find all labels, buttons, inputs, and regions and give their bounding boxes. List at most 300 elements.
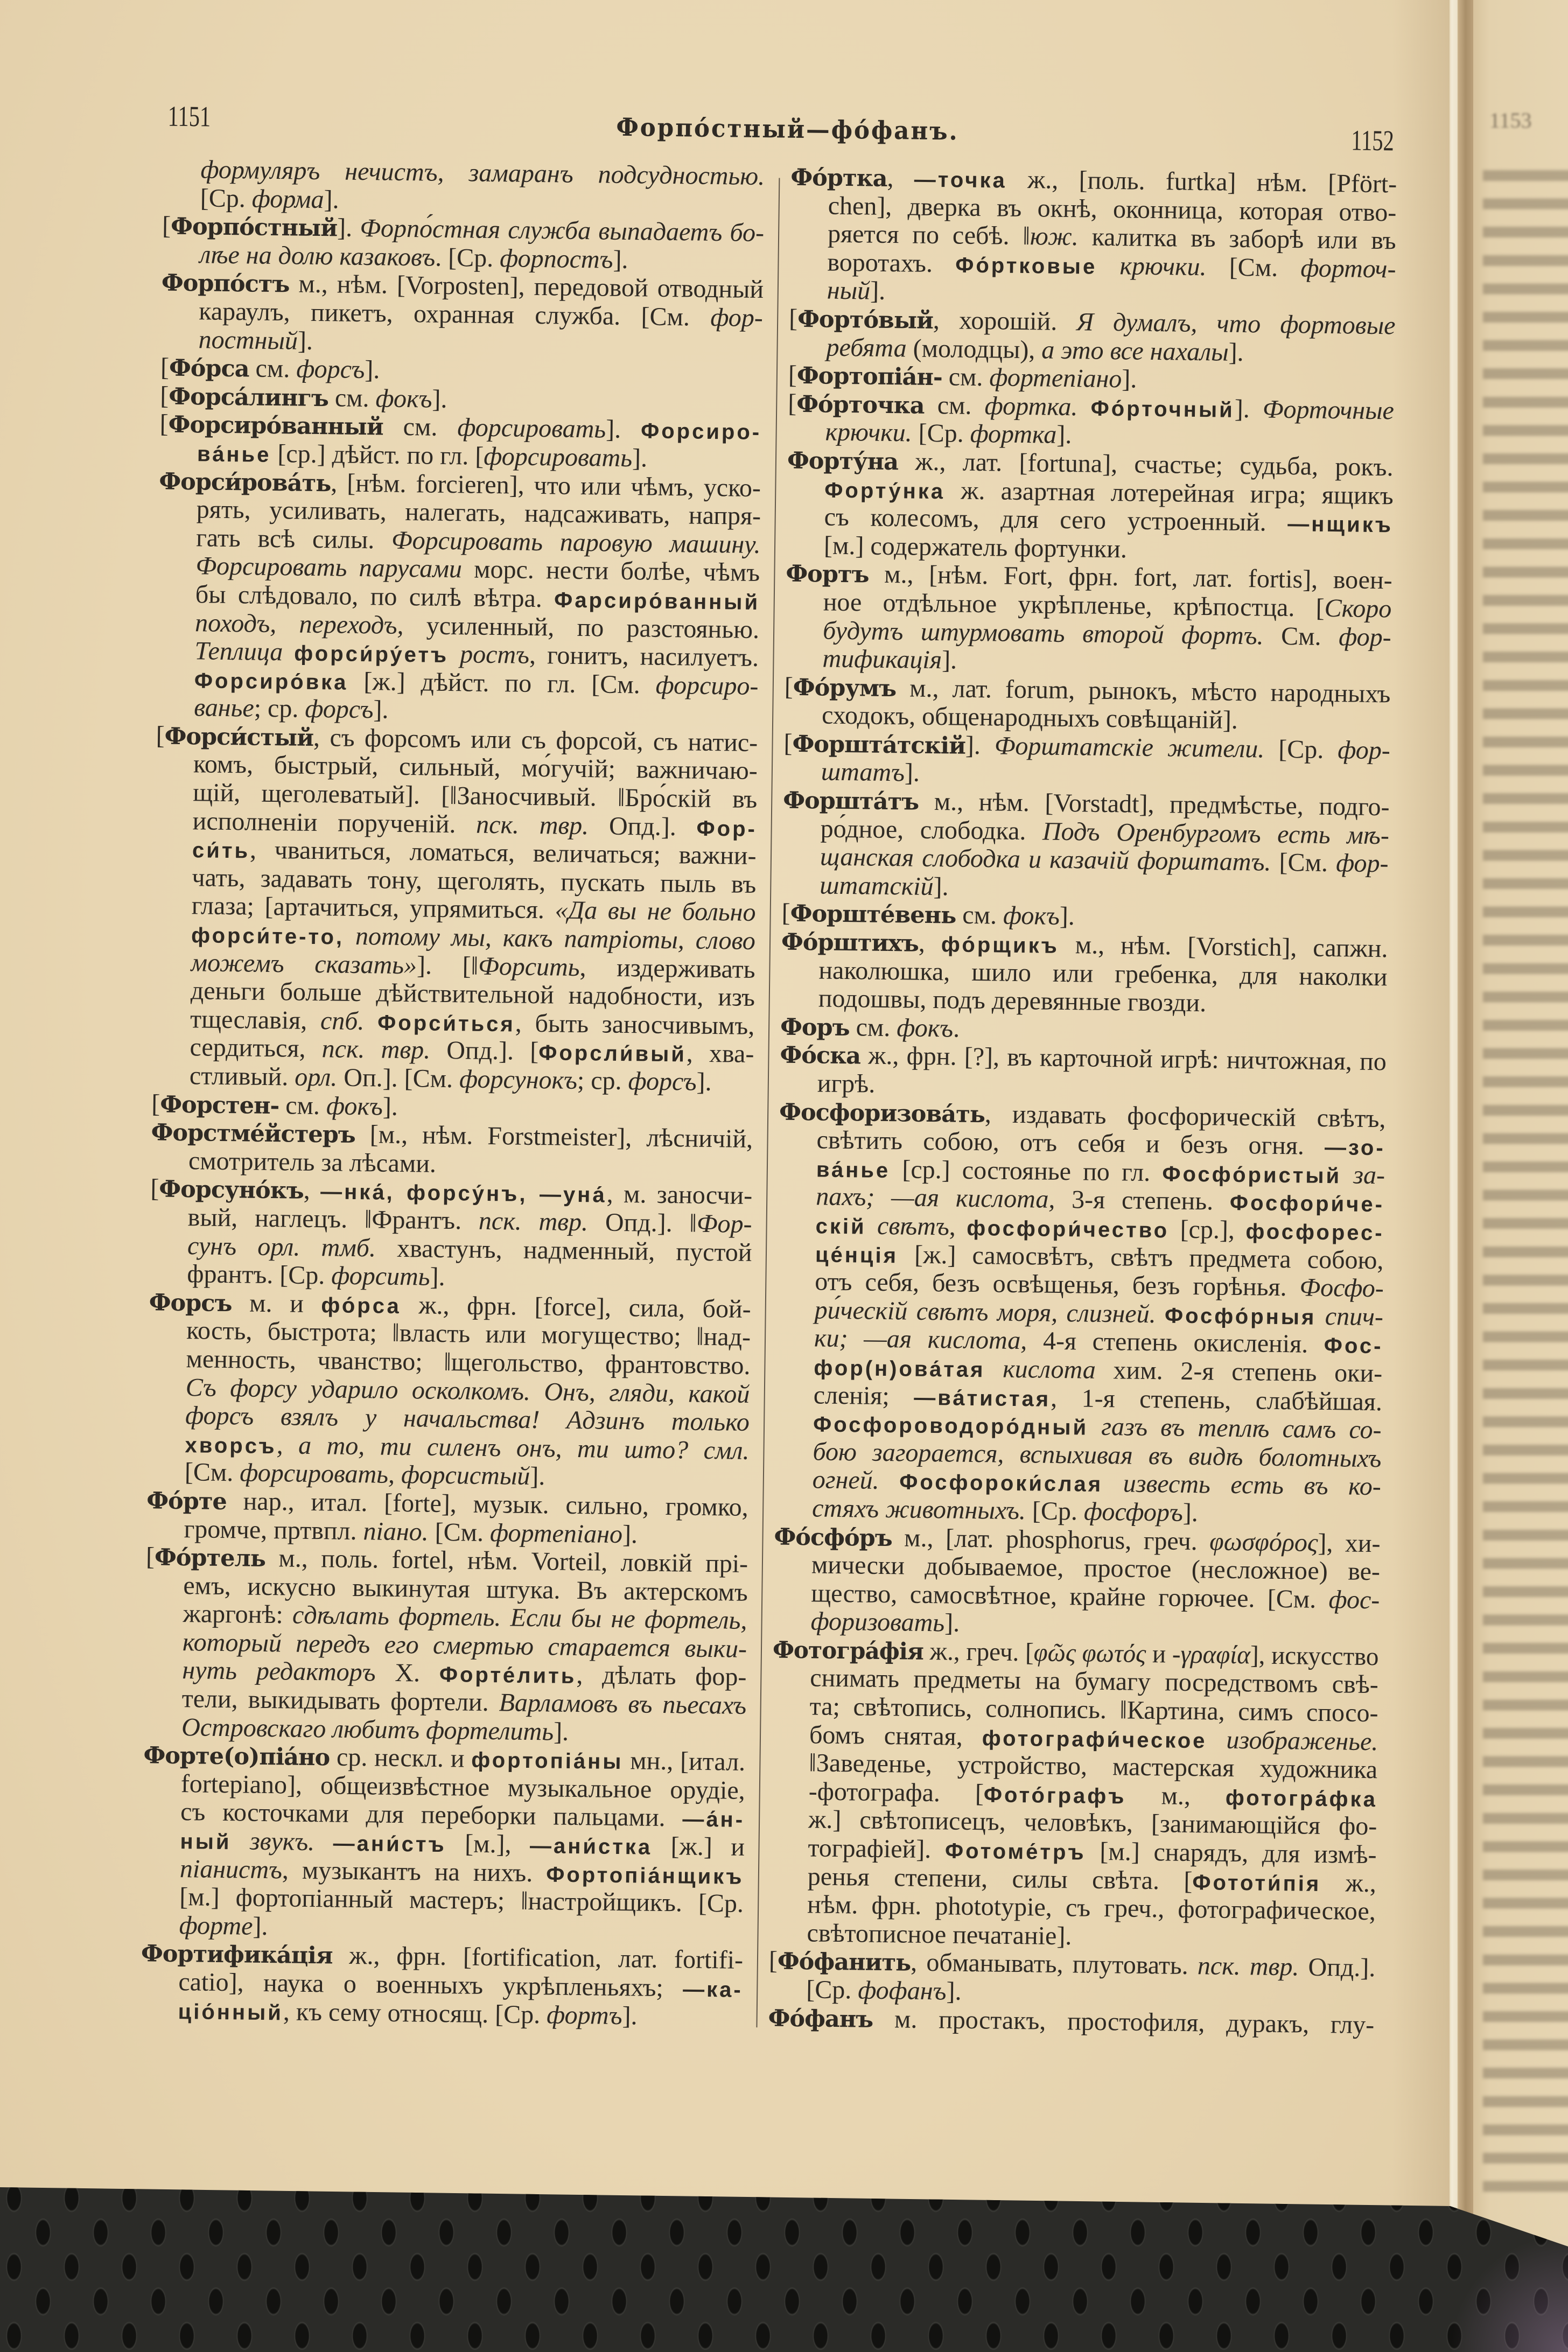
italic-text: форсировать — [457, 413, 606, 444]
body-text: fortepiano], общеизвѣстное музыкальное орудіе, — [180, 1769, 746, 1805]
body-text: сердиться, — [190, 1033, 323, 1063]
column-number-right: 1152 — [1350, 124, 1395, 157]
italic-text: Форпо́стная служба выпадаетъ бо- — [360, 214, 765, 248]
body-text: нар., итал. [forte], музык. сильно, громко, — [226, 1487, 749, 1522]
italic-text: фор- — [1338, 622, 1391, 652]
body-text: , — [303, 1176, 321, 1205]
body-text: громче, пртвпл. — [184, 1514, 363, 1545]
derived-form: фо́рщикъ — [941, 933, 1060, 958]
headword: Фо́фанить — [777, 1948, 911, 1977]
derived-form: ва́нье — [197, 442, 271, 467]
derived-form: фосфорес- — [1245, 1220, 1384, 1245]
derived-form: ный — [180, 1830, 232, 1854]
italic-text: ки; —ая кислота, — [814, 1324, 1027, 1355]
italic-text: лѣе на долю казаковъ — [199, 240, 436, 272]
italic-text: Форсировать парусами — [195, 551, 463, 584]
body-text: глаза; [артачиться, упрямиться. — [191, 891, 555, 925]
italic-text: форпостъ — [499, 243, 613, 274]
dictionary-entry — [769, 1635, 1379, 1954]
body-text: ], искусство — [1250, 1641, 1379, 1671]
left-column — [140, 155, 765, 2032]
body-text: , чваниться, ломаться, величаться; важни- — [249, 835, 757, 871]
derived-form: Фототи́пія — [1192, 1870, 1321, 1896]
body-text: ]. — [297, 326, 313, 355]
body-text: тографіей]. — [808, 1833, 946, 1864]
body-text — [1077, 393, 1091, 421]
italic-text: фокъ — [326, 1091, 383, 1121]
body-text: ‖Заведенье, устройство, мастерская художника — [809, 1748, 1378, 1784]
italic-text: бою загорается, вспыхивая въ видѣ болотныхъ — [813, 1437, 1382, 1473]
headword: Фо́рте — [146, 1487, 227, 1516]
body-text: , — [949, 1212, 967, 1241]
derived-form: фотогра́фка — [1225, 1786, 1378, 1812]
dictionary-entry — [162, 212, 764, 276]
derived-form: форси́ру́етъ — [294, 641, 449, 668]
text-line — [827, 248, 1396, 283]
body-text: ж. азартная лотерейная игра; ящикъ — [944, 475, 1394, 510]
body-text: ]. — [904, 758, 920, 788]
derived-form: Форсли́вый — [538, 1041, 687, 1067]
body-text: см. — [279, 1090, 327, 1120]
body-text: кость, быстрота; ‖власть или могущество; ‖над- — [186, 1316, 751, 1352]
body-text: ж., фрн. [force], сила, бой- — [401, 1290, 752, 1324]
headword: Фортъ — [786, 560, 869, 589]
adjacent-page — [1473, 0, 1568, 2352]
body-text: ]. — [1182, 1498, 1199, 1528]
derived-form: Фортопіа́нщикъ — [545, 1863, 744, 1889]
body-text: (молодцы), — [906, 333, 1042, 364]
body-text: ]. — [622, 1520, 638, 1549]
derived-form: фортопіа́ны — [471, 1748, 624, 1774]
headword: Форси́стый — [164, 723, 314, 752]
derived-form: Фор- — [696, 816, 758, 841]
italic-text: фокъ — [897, 1013, 954, 1043]
italic-text: свѣтъ — [866, 1211, 950, 1241]
headword: Фо́румъ — [793, 674, 897, 702]
derived-form: Фосфороки́слая — [899, 1470, 1103, 1497]
body-text: ]. — [337, 213, 360, 243]
body-text: [Ср. — [806, 1975, 858, 2005]
italic-text: фокъ — [1003, 901, 1060, 931]
italic-text: огней. — [812, 1465, 880, 1495]
italic-text: походъ, переходъ, — [194, 608, 404, 640]
body-text: , м. заносчи- — [606, 1180, 753, 1210]
body-text: менность, чванство; ‖щегольство, франтовство. — [186, 1345, 751, 1380]
italic-text: Форточные — [1262, 395, 1395, 425]
body-text: [ — [781, 899, 791, 928]
derived-form: ціо́нный — [178, 1999, 284, 2025]
dictionary-entry — [774, 1097, 1386, 1530]
italic-text: Варламовъ въ пьесахъ — [499, 1688, 747, 1720]
dictionary-entry — [780, 928, 1388, 1020]
derived-form: Форси́ться — [377, 1011, 516, 1037]
body-text: ж., — [1320, 1868, 1377, 1898]
headword: Фо́фанъ — [768, 2005, 873, 2033]
derived-form: форси́те-то, — [191, 923, 345, 949]
italic-text: фосфоръ — [1083, 1497, 1184, 1527]
body-text: ]. — [324, 185, 339, 214]
body-text: калитка въ заборѣ или въ — [1078, 222, 1396, 255]
italic-text: Форсировать паровую машину. — [391, 526, 761, 559]
body-text: м., нѣм. [Vorposten], передовой отводный — [289, 269, 764, 304]
body-text: ]. — [373, 695, 389, 724]
body-text: 3-я степень. — [1055, 1185, 1230, 1216]
italic-text: фортепіано — [489, 1518, 623, 1549]
body-text: [Ср. — [200, 183, 253, 213]
body-text: тщеславія, — [190, 1005, 321, 1035]
italic-text: сдѣлать фортель. Если бы не фортель, — [292, 1600, 747, 1635]
derived-form: Фо́рточный — [1090, 396, 1235, 422]
italic-text: пск. твр. — [321, 1034, 431, 1065]
headword: Фосфоризова́ть — [779, 1098, 985, 1128]
derived-form: Фарсиро́ванный — [554, 588, 760, 614]
body-text: м., [лат. phosphorus, греч. — [892, 1523, 1210, 1556]
italic-text: пахъ; —ая кислота, — [815, 1182, 1055, 1214]
body-text: [м.] фортопіанный мастеръ; ‖настройщикъ. [Ср. — [179, 1882, 744, 1919]
headword: Фортопіа́н- — [796, 362, 943, 391]
body-text: ]. — [382, 1092, 398, 1121]
light-reflection — [1450, 2234, 1568, 2352]
derived-form: фотографи́ческое — [982, 1726, 1207, 1753]
italic-text: , а то, ти силенъ онъ, ти што? смл. — [276, 1430, 750, 1465]
body-text: Опд.]. — [588, 811, 697, 842]
headword: Форсиро́ванный — [168, 411, 384, 441]
body-text: ]. [‖ — [416, 950, 479, 981]
body-text: ]. — [933, 872, 949, 901]
headword: Фо́ска — [780, 1041, 861, 1070]
headword: Фо́рштихъ — [781, 928, 919, 957]
body-text: , быть заносчивымъ, — [515, 1009, 755, 1040]
body-text: [ж.] самосвѣтъ, свѣтъ предмета собою, — [898, 1240, 1384, 1275]
headword: Форстен- — [159, 1091, 279, 1119]
body-text: см. — [942, 362, 990, 392]
derived-form: Форте́лить — [439, 1663, 577, 1689]
italic-text: фор- — [710, 303, 764, 333]
body-text: м., — [1126, 1781, 1226, 1811]
headword: Форсъ — [149, 1289, 232, 1317]
dictionary-entry — [151, 1118, 753, 1182]
table-mat — [0, 2181, 1568, 2352]
body-text: свѣтить собою, отъ себя и безъ огня. — [816, 1125, 1325, 1161]
body-text: , съ форсомъ или съ форсой, съ натис- — [313, 723, 758, 757]
body-text: [См. — [184, 1458, 240, 1487]
body-text: съ колесомъ, для сего устроенный. — [824, 502, 1288, 537]
italic-text: ванье — [193, 693, 255, 723]
body-text: [ — [784, 672, 794, 701]
body-text: съ косточками для переборки пальцами. — [180, 1797, 683, 1832]
body-text: ж., греч. [ — [923, 1636, 1034, 1667]
body-text: игрѣ. — [817, 1069, 876, 1098]
headword: Форште́вень — [790, 900, 956, 929]
body-text: ]. — [605, 415, 641, 444]
body-text: морс. нести болѣе, чѣмъ — [461, 555, 760, 587]
italic-text: «Да вы не больно — [555, 895, 756, 927]
derived-form: фосфори́чество — [967, 1216, 1170, 1243]
body-text: ; ср. — [577, 1066, 628, 1096]
body-text: ]. — [1056, 421, 1072, 450]
body-text: гать всѣ силы. — [195, 523, 392, 555]
body-text: щій, щеголеватый]. [‖Заносчивый. ‖Бро́скій въ — [193, 778, 758, 814]
body-text: -фотографа. [ — [808, 1777, 984, 1808]
italic-text: щанская слободка и казачій форштатъ. — [820, 842, 1271, 877]
headword: Фо́рточка — [796, 390, 925, 419]
headword: Форпо́стъ — [161, 269, 290, 298]
body-text: нѣм. фрн. phototypie, съ греч., фотографическое, — [807, 1890, 1376, 1926]
italic-text: крючки. — [825, 417, 912, 447]
body-text: Х. — [375, 1658, 440, 1688]
body-text: м. и — [232, 1288, 321, 1318]
body-text: См. — [1263, 621, 1339, 651]
body-text: ж., фрн. [?], въ карточной игрѣ: ничтожная, по — [860, 1041, 1387, 1076]
italic-text: кислота — [985, 1354, 1096, 1384]
italic-text: Подъ Оренбургомъ есть мѣ- — [1042, 817, 1390, 850]
italic-text: пск. твр. — [1197, 1951, 1299, 1982]
body-text: чать, задавать тону, щеголять, пускать пыль въ — [192, 863, 757, 899]
body-text: мически добываемое, простое (несложное) ве- — [811, 1550, 1381, 1586]
body-text: , 1-я степень, слабѣйшая. — [1050, 1383, 1383, 1416]
italic-text: -γραφία — [1172, 1640, 1251, 1670]
body-text: ]. — [1059, 902, 1075, 931]
headword: Фотогра́фія — [772, 1636, 924, 1665]
body-text: [ср.], — [1168, 1215, 1246, 1245]
body-text: исполненіи порученій. — [192, 806, 477, 839]
italic-text: форсъ — [296, 354, 365, 384]
body-text: ж., фрн. [fortification, лат. fortifi- — [332, 1941, 744, 1975]
italic-text: Форсить — [478, 951, 580, 982]
derived-form: Фосфо́ристый — [1162, 1162, 1342, 1188]
italic-text: звукъ. — [231, 1826, 315, 1857]
headword: Форшта́тъ — [782, 787, 919, 816]
italic-text: Островскаго любитъ фортелить — [181, 1712, 554, 1746]
derived-form: —нщикъ — [1287, 512, 1394, 537]
body-text: бомъ снятая, — [809, 1720, 983, 1751]
italic-text: известь есть въ ко- — [1102, 1469, 1382, 1501]
derived-form: Фо́ртковые — [955, 253, 1097, 279]
italic-text: фос- — [1328, 1585, 1380, 1614]
headword: Форте(о)піа́но — [143, 1742, 330, 1772]
body-text: [ — [145, 1542, 155, 1571]
italic-text: постный — [198, 325, 298, 355]
body-text: караулъ, пикетъ, охранная служба. [См. — [198, 297, 711, 332]
italic-text: пск. твр. — [478, 1206, 589, 1237]
body-text: [ср.] дѣйст. по гл. [ — [271, 439, 484, 471]
body-text: [ — [156, 721, 165, 750]
body-text: , къ сему относящ. [Ср. — [283, 1997, 547, 2029]
derived-form: Фос- — [1324, 1334, 1383, 1359]
body-text: снимать предметы на бумагу посредствомъ свѣ- — [810, 1663, 1379, 1699]
dictionary-entry — [786, 446, 1394, 567]
body-text: отъ себя, безъ освѣщенья, безъ горѣнья. — [815, 1267, 1300, 1302]
headword: Форшта́тскій — [792, 730, 966, 760]
body-text: [м.] снарядъ, для измѣ- — [1086, 1837, 1377, 1870]
body-text: сходокъ, общенародныхъ совѣщаній]. — [821, 701, 1238, 735]
body-text: [ — [788, 304, 798, 333]
body-text: , обманывать, плутовать. — [910, 1948, 1198, 1980]
derived-form: Форту́нка — [824, 478, 946, 503]
italic-text: фокъ — [375, 384, 432, 414]
body-text: смотритель за лѣсами. — [188, 1146, 437, 1178]
italic-text: форсить — [331, 1261, 430, 1291]
body-text: [ — [160, 353, 170, 382]
body-text: бы слѣдовало, по силѣ вѣтра. — [195, 580, 555, 613]
body-text: наколюшка, шило или гребенка, для наколки — [818, 956, 1388, 991]
italic-text: стяхъ животныхъ. — [811, 1494, 1026, 1525]
body-text: франтъ. [Ср. — [187, 1259, 332, 1290]
italic-text: ребята — [826, 333, 907, 362]
derived-form: Фотоме́тръ — [944, 1839, 1086, 1865]
body-text — [1156, 1300, 1165, 1328]
italic-text: форсъ взялъ у начальства! Адзинъ только — [185, 1401, 750, 1437]
headword: Форса́лингъ — [169, 383, 329, 412]
dictionary-entry — [140, 1940, 743, 2032]
body-text: , гонитъ, насилуетъ. — [529, 640, 759, 673]
body-text: [Ср. — [912, 418, 970, 449]
body-text: [ — [162, 211, 171, 240]
italic-text: піанистъ — [179, 1854, 283, 1885]
italic-text: Форштатскіе жители. — [994, 731, 1265, 764]
derived-form: —точка — [914, 167, 1007, 193]
body-text: [ — [151, 1089, 160, 1118]
italic-text: форте — [179, 1910, 253, 1941]
body-text: ]. — [1122, 365, 1137, 394]
dictionary-entry — [159, 410, 762, 474]
body-text: деньги больше дѣйствительной надобности, изъ — [190, 976, 755, 1012]
italic-text: форизовать — [810, 1607, 945, 1637]
body-text: ]. — [944, 1608, 960, 1638]
body-text: catio], наука о военныхъ укрѣпленьяхъ; — [178, 1968, 683, 2003]
italic-text: фортепіано — [989, 363, 1122, 394]
body-text: ]. — [965, 731, 995, 760]
dictionary-entry — [783, 730, 1390, 794]
headword: Форсуно́къ — [159, 1175, 304, 1205]
derived-form: —ани́стъ — [333, 1831, 446, 1857]
body-text: , [нѣм. forcieren], что или чѣмъ, уско- — [331, 468, 761, 502]
headword: Форпо́стный — [170, 213, 338, 242]
body-text: . — [953, 1014, 960, 1043]
italic-text: спич- — [1316, 1301, 1384, 1332]
body-text: [Ср. — [1264, 734, 1338, 765]
dictionary-entry — [785, 559, 1392, 680]
body-text: ], хи- — [1318, 1528, 1381, 1558]
headword: Фо́ртель — [154, 1544, 266, 1573]
body-text: , — [918, 928, 942, 958]
body-text: см. — [849, 1012, 897, 1042]
body-text: [м., нѣм. Forstmeister], лѣсничій, — [355, 1120, 753, 1154]
body-text: chen], дверка въ окнѣ, оконница, которая отво- — [828, 191, 1397, 227]
body-text: , хорошій. — [933, 305, 1077, 337]
headword: Форстме́йстеръ — [151, 1119, 356, 1149]
dictionary-entry — [141, 1741, 745, 1947]
body-text: вый, наглецъ. ‖Франтъ. — [187, 1203, 479, 1235]
italic-text: юж. — [1030, 222, 1079, 251]
italic-text: ростъ — [448, 640, 530, 669]
body-text: см. — [956, 901, 1004, 930]
body-text: ]. — [696, 1067, 712, 1097]
body-text: , издавать фосфорическій свѣтъ, — [984, 1099, 1386, 1133]
body-text: см. — [249, 354, 297, 383]
body-text: , — [887, 163, 915, 193]
headword: Форъ — [780, 1013, 850, 1041]
body-text: [См. — [1271, 848, 1336, 878]
body-text: м., поль. fortel, нѣм. Vorteil, ловкій прі- — [265, 1544, 748, 1579]
derived-form: скій — [815, 1214, 866, 1239]
body-text: ряется по себѣ. ‖ — [827, 219, 1031, 251]
body-text: рять, усиливать, налегать, надсаживать, напря- — [196, 495, 761, 531]
derived-form: це́нція — [815, 1242, 899, 1268]
italic-text: форточ- — [1300, 254, 1396, 284]
adjacent-page-column-number: 1153 — [1489, 108, 1532, 132]
derived-form: —ва́тистая — [913, 1385, 1051, 1411]
body-text: хвастунъ, надменный, пустой — [375, 1234, 752, 1267]
dictionary-entry — [768, 1947, 1375, 2011]
derived-form: —ка- — [682, 1977, 744, 2002]
body-text: м., [нѣм. Fort, фрн. fort, лат. fortis], воен- — [869, 559, 1393, 595]
body-text: ж., [поль. furtka] нѣм. [Pfört- — [1006, 165, 1397, 199]
body-text: см. — [924, 390, 985, 420]
dictionary-entry — [788, 305, 1395, 369]
derived-form: —ани́стка — [529, 1834, 653, 1859]
body-text: та; свѣтопись, солнопись. ‖Картина, симъ спосо- — [809, 1692, 1378, 1728]
italic-text: Я думалъ, что фортовые — [1076, 307, 1396, 340]
italic-text: штатскій — [820, 871, 934, 901]
body-text: [ — [787, 389, 797, 418]
body-text: мн., [итал. — [623, 1746, 746, 1777]
italic-text: форма — [251, 184, 324, 214]
body-text: . [Ср. — [435, 243, 500, 272]
italic-text: піано. — [363, 1516, 429, 1546]
italic-text: формуляръ нечистъ, замаранъ подсудностью. — [200, 155, 765, 191]
headword: Фо́сфо́ръ — [774, 1523, 893, 1552]
italic-text: φῶς φωτός — [1033, 1638, 1146, 1668]
body-text: ]. — [1234, 394, 1263, 424]
italic-text: пск. твр. — [475, 810, 589, 840]
body-text: комъ, быстрый, сильный, мо́гучій; важничаю- — [193, 750, 758, 786]
body-text: [м.] содержатель фортунки. — [823, 531, 1128, 564]
dictionary-entry — [144, 1543, 748, 1748]
dictionary-entry — [782, 786, 1389, 907]
body-text: м., нѣм. [Vorstich], сапжн. — [1059, 930, 1388, 963]
italic-text: форсъ — [628, 1067, 697, 1096]
body-text: , издерживать — [579, 953, 755, 984]
body-text: ренья степени, силы свѣта. [ — [807, 1861, 1193, 1895]
derived-form: фор(н)ова́тая — [814, 1356, 985, 1382]
body-text: ]. — [253, 1912, 268, 1941]
italic-text: а это все нахалы — [1041, 335, 1229, 367]
body-text: Опд.]. — [1299, 1952, 1376, 1983]
body-text: хим. 2-я степень оки- — [1095, 1355, 1383, 1388]
dictionary-entry — [149, 1175, 752, 1296]
italic-text: Фор- — [696, 1209, 752, 1238]
body-text: ]. — [430, 1262, 445, 1292]
italic-text: фортка. — [984, 391, 1078, 422]
derived-form: ва́нье — [816, 1158, 891, 1182]
body-text: [ — [159, 409, 169, 438]
italic-text: Фосфо- — [1299, 1273, 1384, 1303]
body-text: стливый. — [189, 1061, 295, 1091]
body-text: , музыкантъ на нихъ. — [282, 1856, 547, 1888]
body-text: сленія; — [813, 1380, 914, 1411]
derived-form: Фосфори́че- — [1229, 1191, 1385, 1217]
italic-text: изображенье. — [1207, 1725, 1378, 1756]
italic-text: газъ въ теплѣ самъ со- — [1088, 1412, 1382, 1445]
body-text: емъ, искусно выкинутая штука. Въ актерскомъ — [183, 1571, 748, 1607]
italic-text: штатъ — [821, 757, 905, 787]
body-text: щество, самосвѣтное, крайне горючее. [См. — [810, 1579, 1329, 1614]
italic-text: ный — [827, 276, 871, 305]
body-text: ]. — [632, 444, 648, 473]
italic-text: форсировать, форсистый — [239, 1458, 530, 1491]
body-text: ]. — [941, 646, 957, 675]
